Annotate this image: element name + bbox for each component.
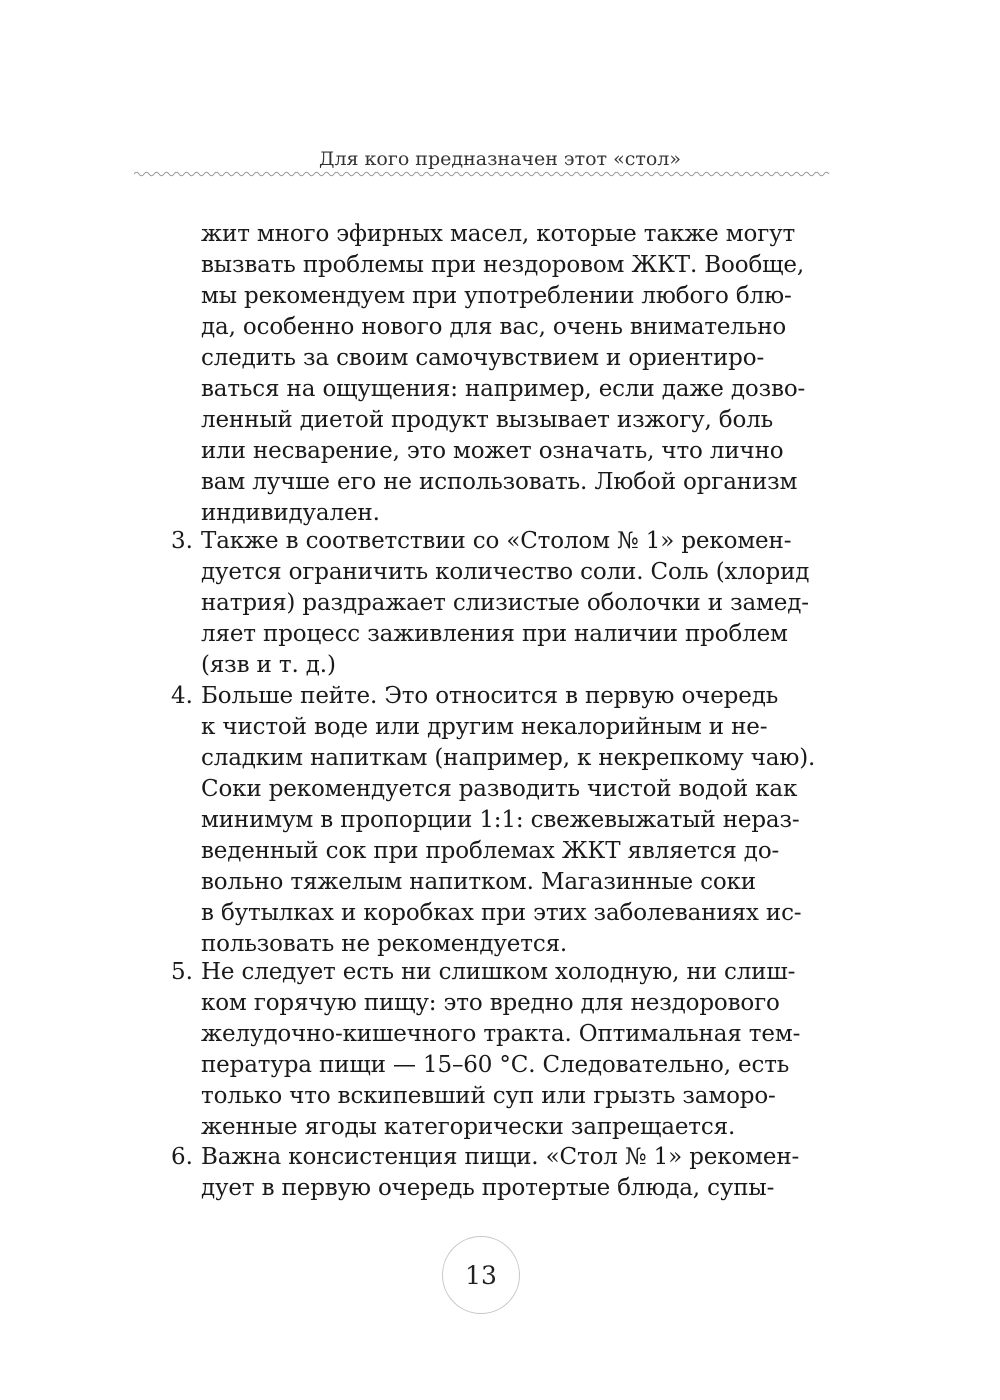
- text-line: ваться на ощущения: например, если даже дозво-: [201, 376, 806, 402]
- running-head-title: Для кого предназначен этот «стол»: [319, 148, 681, 170]
- list-item-number: 6.: [171, 1144, 193, 1170]
- text-line: веденный сок при проблемах ЖКТ является до-: [201, 838, 780, 864]
- text-line: вызвать проблемы при нездоровом ЖКТ. Вообще,: [201, 252, 805, 278]
- text-line: пература пищи — 15–60 °С. Следовательно, есть: [201, 1052, 790, 1078]
- text-line: ком горячую пищу: это вредно для нездорового: [201, 990, 780, 1016]
- text-line: пользовать не рекомендуется.: [201, 931, 568, 957]
- text-line: дует в первую очередь протертые блюда, супы-: [201, 1175, 775, 1201]
- text-line: Больше пейте. Это относится в первую очередь: [201, 683, 779, 709]
- text-line: дуется ограничить количество соли. Соль (хлорид: [201, 559, 810, 585]
- text-line: (язв и т. д.): [201, 652, 336, 678]
- text-line: Соки рекомендуется разводить чистой водой как: [201, 776, 798, 802]
- text-line: следить за своим самочувствием и ориентиро-: [201, 345, 765, 371]
- text-line: минимум в пропорции 1:1: свежевыжатый нераз-: [201, 807, 800, 833]
- text-line: к чистой воде или другим некалорийным и не-: [201, 714, 768, 740]
- text-line: натрия) раздражает слизистые оболочки и замед-: [201, 590, 809, 616]
- text-line: вам лучше его не использовать. Любой организм: [201, 469, 798, 495]
- text-line: Также в соответствии со «Столом № 1» рекомен-: [201, 528, 792, 554]
- text-line: Не следует есть ни слишком холодную, ни слиш-: [201, 959, 796, 985]
- text-line: ленный диетой продукт вызывает изжогу, боль: [201, 407, 774, 433]
- page-number: [442, 1236, 520, 1314]
- text-line: ляет процесс заживления при наличии проблем: [201, 621, 788, 647]
- text-line: только что вскипевший суп или грызть заморо-: [201, 1083, 776, 1109]
- text-line: индивидуален.: [201, 500, 380, 526]
- text-line: вольно тяжелым напитком. Магазинные соки: [201, 869, 756, 895]
- list-item-number: 3.: [171, 528, 193, 554]
- text-line: Важна консистенция пищи. «Стол № 1» рекомен-: [201, 1144, 800, 1170]
- list-item-number: 4.: [171, 683, 193, 709]
- text-line: в бутылках и коробках при этих заболеваниях ис-: [201, 900, 802, 926]
- list-item-number: 5.: [171, 959, 193, 985]
- text-line: женные ягоды категорически запрещается.: [201, 1114, 736, 1140]
- text-line: мы рекомендуем при употреблении любого блю-: [201, 283, 792, 309]
- page-number-text: 13: [465, 1260, 497, 1290]
- text-line: желудочно-кишечного тракта. Оптимальная тем-: [201, 1021, 801, 1047]
- text-line: жит много эфирных масел, которые также могут: [201, 221, 796, 247]
- text-line: сладким напиткам (например, к некрепкому чаю).: [201, 745, 816, 771]
- text-line: или несварение, это может означать, что лично: [201, 438, 784, 464]
- text-line: да, особенно нового для вас, очень внимательно: [201, 314, 787, 340]
